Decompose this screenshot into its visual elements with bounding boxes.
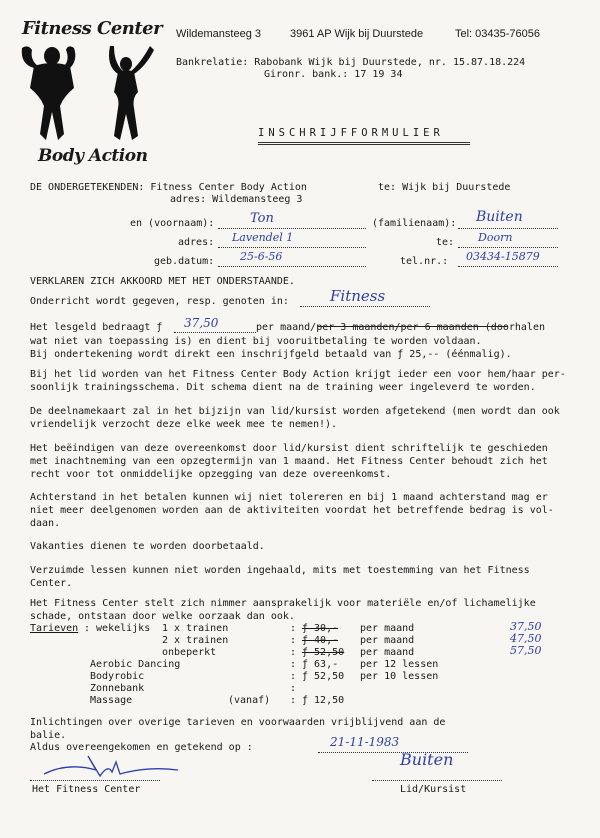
center-signature-icon xyxy=(38,752,188,782)
rate-unit: per maand xyxy=(360,647,415,658)
telnr-line xyxy=(458,266,558,267)
rate-price: ƒ 30,- xyxy=(302,623,339,634)
card-text: De deelnamekaart zal in het bijzijn van lid/kursist worden afgetekend (men wordt dan ook vriendelijk verzocht deze elke week mee te nemen!). xyxy=(30,406,560,430)
fee-label: Het lesgeld bedraagt ƒ xyxy=(30,322,163,333)
fee-period: per maand/per 3 maanden/per 6 maanden (doorhalen xyxy=(256,322,545,333)
rate-hand: 37,50 xyxy=(510,620,542,633)
rate-separator: : xyxy=(290,623,297,634)
rate-unit: per 10 lessen xyxy=(360,671,439,682)
rate-price: ƒ 52,50 xyxy=(302,647,345,658)
adres-label: adres: xyxy=(178,237,215,248)
rate-price: ƒ 63,- xyxy=(302,659,339,670)
rate-price: ƒ 12,50 xyxy=(302,695,345,706)
rate-separator: : xyxy=(290,635,297,646)
instruction-label: Onderricht wordt gegeven, resp. genoten in: xyxy=(30,296,289,307)
rate-col1: Zonnebank xyxy=(90,683,145,694)
rate-hand: 57,50 xyxy=(510,644,542,657)
missed-lessons-text: Verzuimde lessen kunnen niet worden ingehaald, mits met toestemming van het Fitness Center. xyxy=(30,565,530,589)
rate-separator: : xyxy=(290,671,297,682)
info-text: Inlichtingen over overige tarieven en voorwaarden vrijblijvend aan de balie. xyxy=(30,717,446,741)
fee-period-strike xyxy=(318,326,508,327)
rates-label: Tarieven xyxy=(30,623,79,634)
te-label: te: xyxy=(436,237,455,248)
agreement-statement: VERKLAREN ZICH AKKOORD MET HET ONDERSTAANDE. xyxy=(30,276,295,287)
rate-price: ƒ 40,- xyxy=(302,635,339,646)
center-signature-label: Het Fitness Center xyxy=(32,784,141,795)
fee-text: wat niet van toepassing is) en dient bij vooruitbetaling te worden voldaan. Bij ondertekening wordt direkt een inschrijfgeld betaald van ƒ 25,-- (éénmalig). xyxy=(30,336,512,360)
telnr-label: tel.nr.: xyxy=(400,256,449,267)
schedule-text: Bij het lid worden van het Fitness Center Body Action krijgt ieder een voor hem/haar per- soonlijk trainingsschema. Dit schema dient na de training weer ingeleverd te worden. xyxy=(30,369,566,393)
familienaam-label: (familienaam): xyxy=(372,218,457,229)
undersigned-address: adres: Wildemansteeg 3 xyxy=(170,194,303,205)
header-phone: Tel: 03435-76056 xyxy=(455,28,541,40)
fee-value: 37,50 xyxy=(184,316,219,330)
header-city: 3961 AP Wijk bij Duurstede xyxy=(290,28,424,40)
liability-text: Het Fitness Center stelt zich nimmer aansprakelijk voor materiële en/of lichamelijke schade, ontstaan door welke oorzaak dan ook. xyxy=(30,598,536,622)
fee-line xyxy=(174,332,256,333)
bodybuilder-figures-icon xyxy=(14,36,164,148)
rate-col1: : wekelijks xyxy=(84,623,151,634)
rate-separator: : xyxy=(290,695,297,706)
gebdatum-line xyxy=(218,266,366,267)
undersigned-label: DE ONDERGETEKENDEN: Fitness Center Body Action xyxy=(30,182,307,193)
gebdatum-value: 25-6-56 xyxy=(240,250,283,263)
rate-price: ƒ 52,50 xyxy=(302,671,345,682)
termination-text: Het beëindigen van deze overeenkomst door lid/kursist dient schriftelijk te geschieden met inachtneming van een opzegtermijn van 1 maand. Het Fitness Center behoudt zich het recht voor tot onmiddelijke opzegging van deze overeenkomst. xyxy=(30,443,548,480)
gebdatum-label: geb.datum: xyxy=(154,256,215,267)
member-signature-label: Lid/Kursist xyxy=(400,784,467,795)
form-title: INSCHRIJFFORMULIER xyxy=(258,127,444,139)
rate-separator: : xyxy=(290,659,297,670)
rate-unit: per maand xyxy=(360,623,415,634)
agreed-label: Aldus overeengekomen en getekend op : xyxy=(30,742,253,753)
title-underline xyxy=(258,142,470,145)
rate-col1: Massage xyxy=(90,695,133,706)
instruction-line xyxy=(300,306,430,307)
rate-hand: 47,50 xyxy=(510,632,542,645)
rate-col2: (vanaf) xyxy=(228,695,271,706)
rate-col2: onbeperkt xyxy=(162,647,217,658)
rate-col2: 2 x trainen xyxy=(162,635,229,646)
rate-separator: : xyxy=(290,647,297,658)
familienaam-value: Buiten xyxy=(476,209,523,225)
familienaam-line xyxy=(458,228,558,229)
member-signature-line xyxy=(372,780,502,781)
telnr-value: 03434-15879 xyxy=(466,250,540,263)
rate-col1: Bodyrobic xyxy=(90,671,145,682)
rate-unit: per 12 lessen xyxy=(360,659,439,670)
rate-col2: 1 x trainen xyxy=(162,623,229,634)
adres-value: Lavendel 1 xyxy=(232,231,294,244)
rate-unit: per maand xyxy=(360,635,415,646)
header-giro: Gironr. bank.: 17 19 34 xyxy=(264,69,403,80)
arrears-text: Achterstand in het betalen kunnen wij niet tolereren en bij 1 maand achterstand mag er niet meer deelgenomen worden aan de aktiviteiten voordat het betreffende bedrag is vol- daan. xyxy=(30,492,554,529)
header-bank: Bankrelatie: Rabobank Wijk bij Duurstede, nr. 15.87.18.224 xyxy=(176,57,526,68)
date-value: 21-11-1983 xyxy=(330,735,400,749)
adres-line xyxy=(218,247,366,248)
logo-bottom-text: Body Action xyxy=(38,146,148,166)
undersigned-place: te: Wijk bij Duurstede xyxy=(378,182,511,193)
te-line xyxy=(458,247,558,248)
member-signature: Buiten xyxy=(400,750,454,769)
instruction-value: Fitness xyxy=(330,287,386,305)
voornaam-value: Ton xyxy=(250,211,274,226)
logo-top-text: Fitness Center xyxy=(22,18,163,39)
vacation-text: Vakanties dienen te worden doorbetaald. xyxy=(30,541,265,552)
rate-col1: Aerobic Dancing xyxy=(90,659,181,670)
center-signature-line xyxy=(30,780,160,781)
voornaam-label: en (voornaam): xyxy=(130,218,215,229)
te-value: Doorn xyxy=(478,231,513,244)
header-address: Wildemansteeg 3 xyxy=(176,28,261,40)
voornaam-line xyxy=(218,228,366,229)
rate-separator: : xyxy=(290,683,297,694)
